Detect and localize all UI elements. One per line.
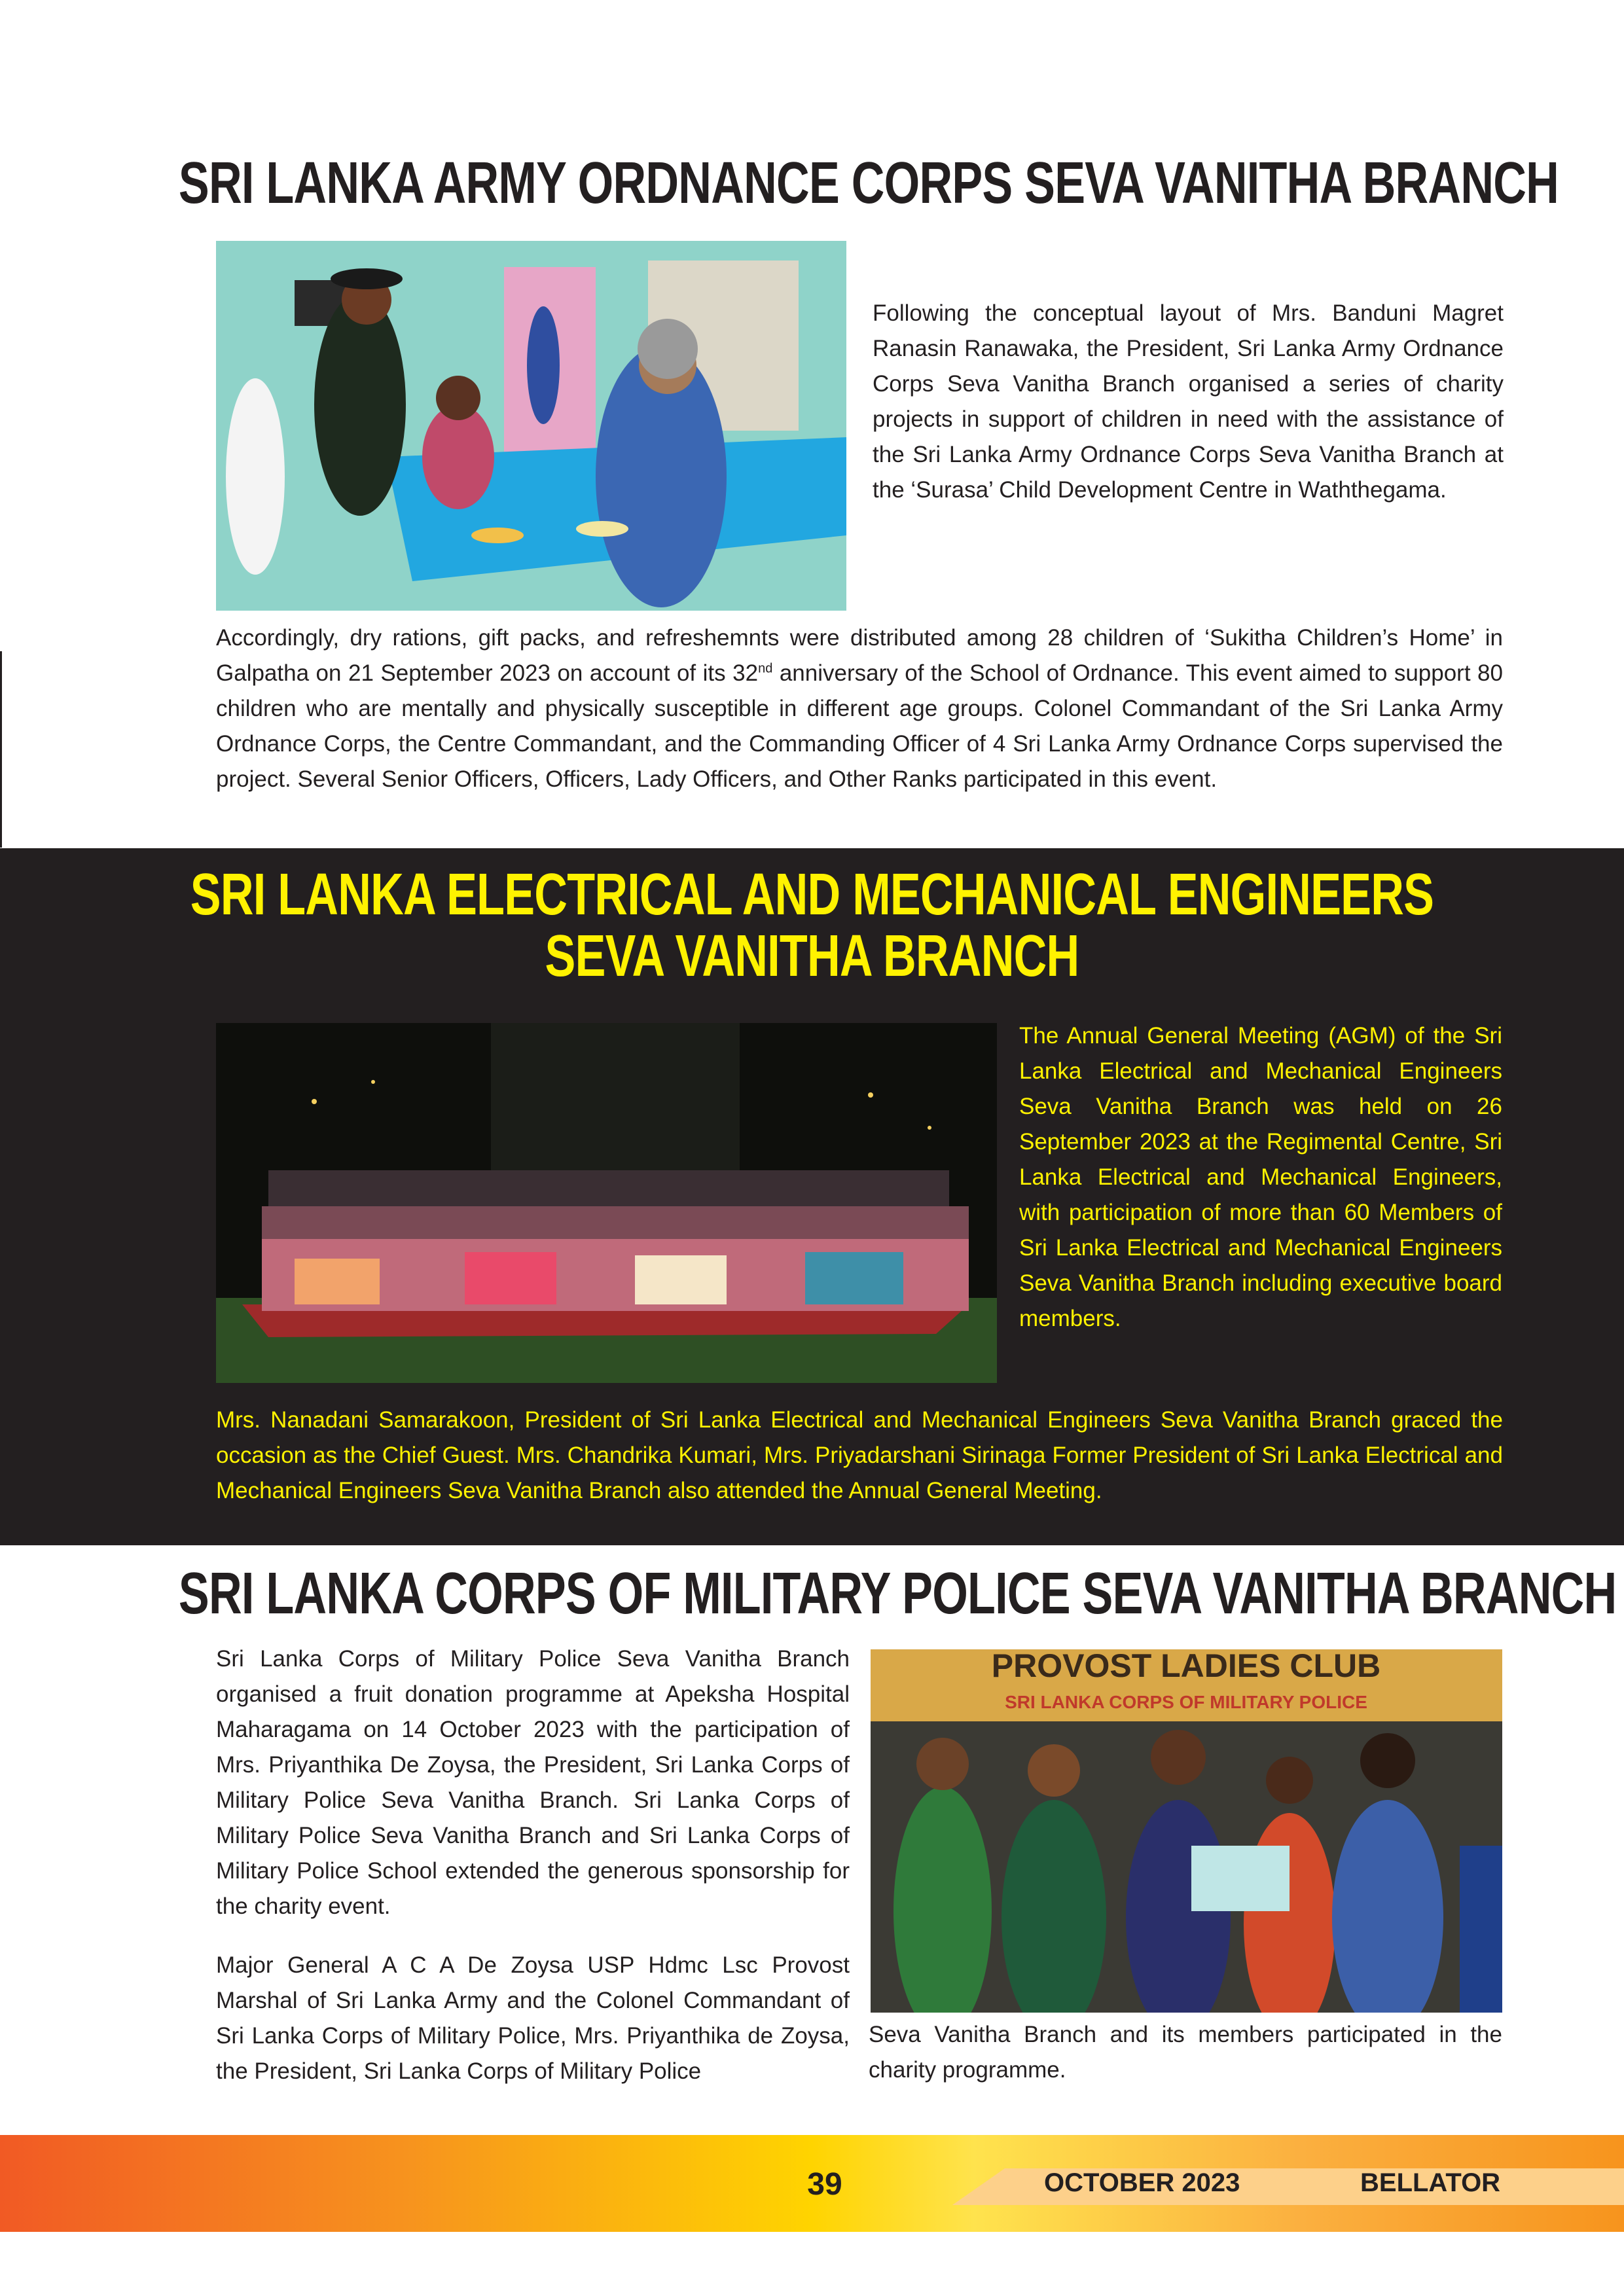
photo-banner-club-name: PROVOST LADIES CLUB <box>991 1649 1381 1684</box>
photo-eme-agm-group <box>216 1023 997 1383</box>
eme-chief-guest-paragraph: Mrs. Nanadani Samarakoon, President of Sri Lanka Electrical and Mechanical Engineers Seva Vanitha Branch graced the occasion as the Chief Guest. Mrs. Chandrika Kumari, Mrs. Priyadarshani Sirinaga Former President of Sri Lanka Electrical and Mechanical Engineers Seva Vanitha Branch also attended the Annual General Meeting. <box>216 1407 1503 1503</box>
section-title-military-police: SRI LANKA CORPS OF MILITARY POLICE SEVA VANITHA BRANCH <box>178 1561 1617 1626</box>
military-police-donation-paragraph: Sri Lanka Corps of Military Police Seva Vanitha Branch organised a fruit donation programme at Apeksha Hospital Maharagama on 14 October 2023 with the participation of Mrs. Priyanthika De Zoysa, the President, Sri Lanka Corps of Military Police Seva Vanitha Branch. Sri Lanka Corps of Military Police Seva Vanitha Branch and Sri Lanka Corps of Military Police School extended the generous sponsorship for the charity event. <box>216 1646 850 1919</box>
photo-banner-corps-name: SRI LANKA CORPS OF MILITARY POLICE <box>1005 1692 1367 1712</box>
photo-eme-illustration <box>216 1023 997 1383</box>
section-title-eme-line2: SEVA VANITHA BRANCH <box>545 924 1079 989</box>
magazine-name: BELLATOR <box>1360 2168 1501 2197</box>
photo-ordnance-charity <box>216 241 846 611</box>
ordnance-details-paragraph <box>216 620 1503 797</box>
section-title-eme <box>179 864 1445 987</box>
photo-military-police-donation <box>871 1649 1502 2013</box>
military-police-participants-paragraph: Major General A C A De Zoysa USP Hdmc Lsc Provost Marshal of Sri Lanka Army and the Colonel Commandant of Sri Lanka Corps of Military Police, Mrs. Priyanthika de Zoysa, the President, Sri Lanka Corps of Military Police <box>216 1952 850 2084</box>
ordnance-intro-paragraph: Following the conceptual layout of Mrs. Banduni Magret Ranasin Ranawaka, the President, Sri Lanka Army Ordnance Corps Seva Vanitha Branch organised a series of charity projects in support of children in need with the assistance of the Sri Lanka Army Ordnance Corps Seva Vanitha Branch at the ‘Surasa’ Child Development Centre in Waththegama. <box>873 300 1504 503</box>
issue-date: OCTOBER 2023 <box>1044 2168 1240 2197</box>
ordnance-details-text-b: anniversary of the School of Ordnance. This event aimed to support 80 children who are mentally and physically susceptible in different age groups. Colonel Commandant of the Sri Lanka Army Ordnance Corps, the Centre Commandant, and the Commanding Officer of 4 Sri Lanka Army Ordnance Corps supervised the project. Several Senior Officers, Officers, Lady Officers, and Other Ranks participated in this event. <box>216 660 1503 792</box>
photo-military-police-illustration <box>871 1649 1502 2013</box>
military-police-closing-paragraph: Seva Vanitha Branch and its members participated in the charity programme. <box>869 2022 1502 2083</box>
page-number: 39 <box>807 2167 842 2202</box>
section-title-eme-line1: SRI LANKA ELECTRICAL AND MECHANICAL ENGINEERS <box>190 862 1434 927</box>
eme-agm-paragraph: The Annual General Meeting (AGM) of the Sri Lanka Electrical and Mechanical Engineers Seva Vanitha Branch was held on 26 September 2023 at the Regimental Centre, Sri Lanka Electrical and Mechanical Engineers, with participation of more than 60 Members of Sri Lanka Electrical and Mechanical Engineers Seva Vanitha Branch including executive board members. <box>1019 1023 1502 1331</box>
ordnance-details-text-a: Accordingly, dry rations, gift packs, and refreshemnts were distributed among 28 children of ‘Sukitha Children’s Home’ in Galpatha on 21 September 2023 on account of its 32 <box>216 625 1503 686</box>
section-title-ordnance: SRI LANKA ARMY ORDNANCE CORPS SEVA VANITHA BRANCH <box>178 151 1559 216</box>
margin-rule <box>0 651 2 848</box>
ordnance-details-ordinal: nd <box>758 661 773 676</box>
photo-ordnance-illustration <box>216 241 846 611</box>
